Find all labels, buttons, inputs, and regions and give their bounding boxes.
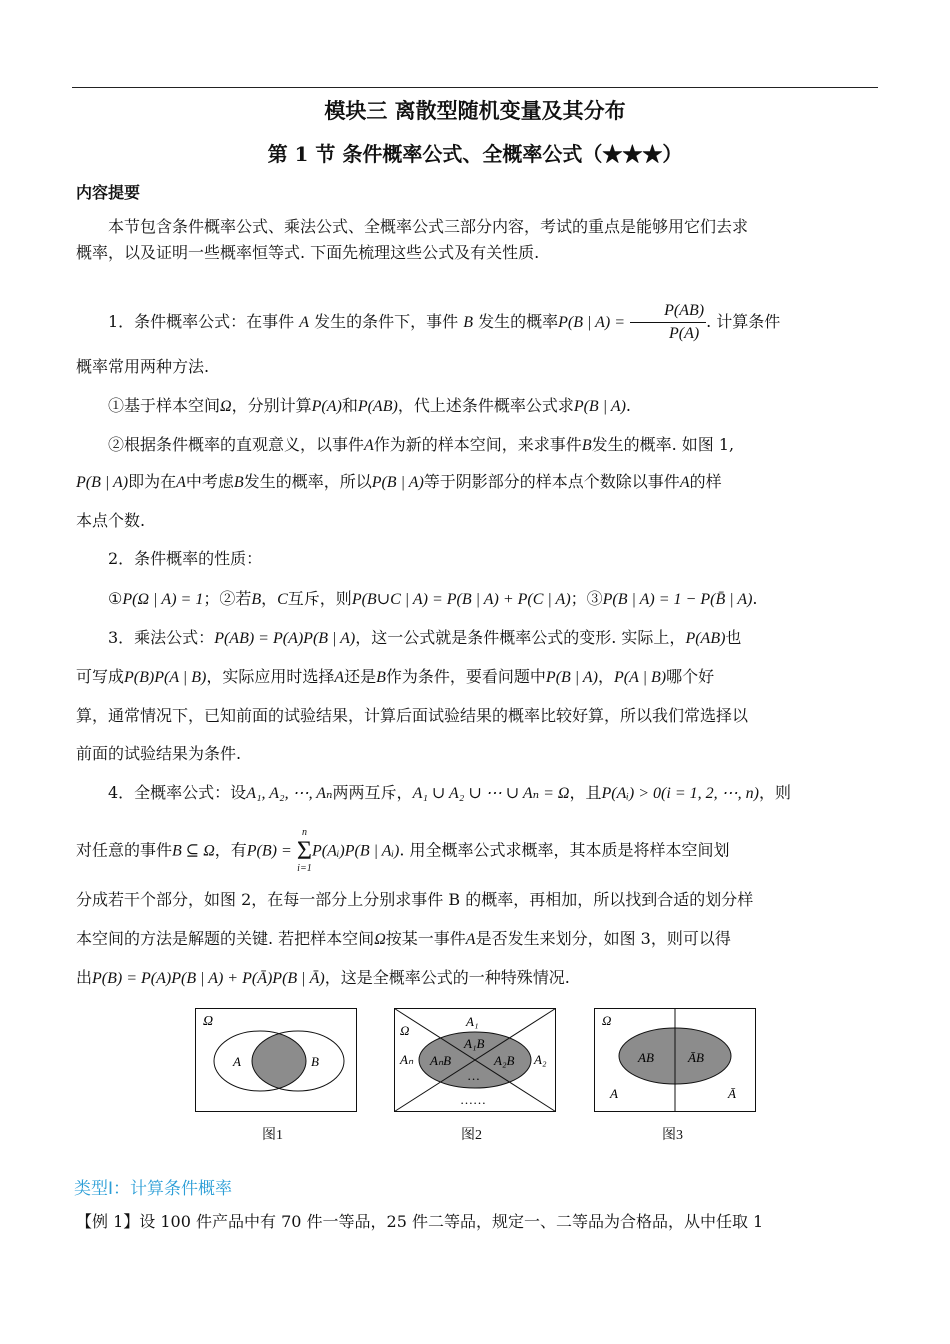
fig1-caption: 图1 xyxy=(262,1128,283,1143)
svg-text:Ω: Ω xyxy=(602,1013,612,1028)
svg-text:……: …… xyxy=(460,1092,486,1107)
method2-line2: P(B | A)即为在A中考虑B发生的概率，所以P(B | A)等于阴影部分的样本点个数除以事件A的样 xyxy=(76,472,722,491)
fig1-a: A xyxy=(233,1054,241,1069)
method2: ②根据条件概率的直观意义，以事件A作为新的样本空间，来求事件B发生的概率. 如图 1, xyxy=(108,435,735,454)
item3-line2: 可写成P(B)P(A | B)，实际应用时选择A还是B作为条件，要看问题中P(B | A)，P(A | B)哪个好 xyxy=(76,667,715,686)
method2-line3: 本点个数. xyxy=(76,511,146,530)
svg-text:A₁: A₁ xyxy=(466,1014,479,1029)
figure-1-venn xyxy=(195,1008,357,1112)
item3-line1: 3．乘法公式：P(AB) = P(A)P(B | A)，这一公式就是条件概率公式的变形. 实际上，P(AB)也 xyxy=(108,628,742,647)
svg-text:A₂B: A₂B xyxy=(494,1053,515,1068)
svg-text:ĀB: ĀB xyxy=(688,1050,704,1065)
example-1: 【例 1】设 100 件产品中有 70 件一等品，25 件二等品，规定一、二等品为合格品，从中任取 1 xyxy=(76,1212,764,1231)
fig1-omega: Ω xyxy=(203,1014,214,1029)
type-heading: 类型Ⅰ：计算条件概率 xyxy=(74,1179,233,1199)
fig2-caption: 图2 xyxy=(461,1128,482,1143)
section-title: 第 1 节 条件概率公式、全概率公式（★★★） xyxy=(267,142,683,166)
item4-line1: 4．全概率公式：设A₁, A₂, ⋯, Aₙ两两互斥，A₁ ∪ A₂ ∪ ⋯ ∪ Aₙ = Ω，且P(Aᵢ) > 0(i = 1, 2, ⋯, n)，则 xyxy=(108,783,791,802)
figure-3-two-part xyxy=(594,1008,756,1112)
item4-line3: 分成若干个部分，如图 2，在每一部分上分别求事件 B 的概率，再相加，所以找到合适的划分样 xyxy=(76,890,754,909)
svg-text:A₁B: A₁B xyxy=(464,1036,485,1051)
svg-text:AB: AB xyxy=(638,1050,654,1065)
item4-line4: 本空间的方法是解题的关键. 若把样本空间Ω按某一事件A是否发生来划分，如图 3，则可以得 xyxy=(76,929,731,948)
item3-line3: 算，通常情况下，已知前面的试验结果，计算后面试验结果的概率比较好算，所以我们常选择以 xyxy=(76,706,749,725)
svg-text:AₙB: AₙB xyxy=(430,1053,452,1068)
item4-line2: 对任意的事件B ⊆ Ω，有P(B) = n Σ i=1 P(Aᵢ)P(B | Aᵢ). 用全概率公式求概率，其本质是将样本空间划 xyxy=(76,827,730,874)
figure-2-partition xyxy=(394,1008,556,1112)
conditional-fraction: $\frac{P(AB)}{P(A)}$ xyxy=(630,300,706,345)
top-rule xyxy=(72,87,878,88)
intro-paragraph: 本节包含条件概率公式、乘法公式、全概率公式三部分内容，考试的重点是能够用它们去求 概率，以及证明一些概率恒等式. 下面先梳理这些公式及有关性质. xyxy=(76,217,749,262)
svg-text:Ω: Ω xyxy=(400,1023,410,1038)
svg-text:Aₙ: Aₙ xyxy=(400,1052,414,1067)
item3-line4: 前面的试验结果为条件. xyxy=(76,744,242,763)
item1-line2: 概率常用两种方法. xyxy=(76,357,210,376)
item2-lead: 2．条件概率的性质： xyxy=(108,549,263,568)
fig1-b: B xyxy=(311,1054,319,1069)
item1-line1: 1．条件概率公式：在事件 A 发生的条件下，事件 B 发生的概率P(B | A) = $\frac{P(AB)}{P(A)}$ . 计算条件 xyxy=(76,300,878,345)
svg-text:A₂: A₂ xyxy=(534,1052,547,1067)
intro-heading: 内容提要 xyxy=(76,183,141,202)
module-title: 模块三 离散型随机变量及其分布 xyxy=(324,98,626,123)
fig3-caption: 图3 xyxy=(662,1128,683,1143)
svg-text:Ā: Ā xyxy=(728,1086,736,1101)
item2-props: ①P(Ω | A) = 1；②若B，C互斥，则P(B∪C | A) = P(B | A) + P(C | A)；③P(B | A) = 1 − P(B̄ | A). xyxy=(108,589,758,608)
svg-text:A: A xyxy=(610,1086,618,1101)
item4-line5: 出P(B) = P(A)P(B | A) + P(Ā)P(B | Ā)，这是全概率公式的一种特殊情况. xyxy=(76,968,570,987)
summation: n Σ i=1 xyxy=(296,827,313,874)
svg-text:…: … xyxy=(468,1068,480,1083)
method1: ①基于样本空间Ω，分别计算P(A)和P(AB)，代上述条件概率公式求P(B | A). xyxy=(108,396,632,415)
